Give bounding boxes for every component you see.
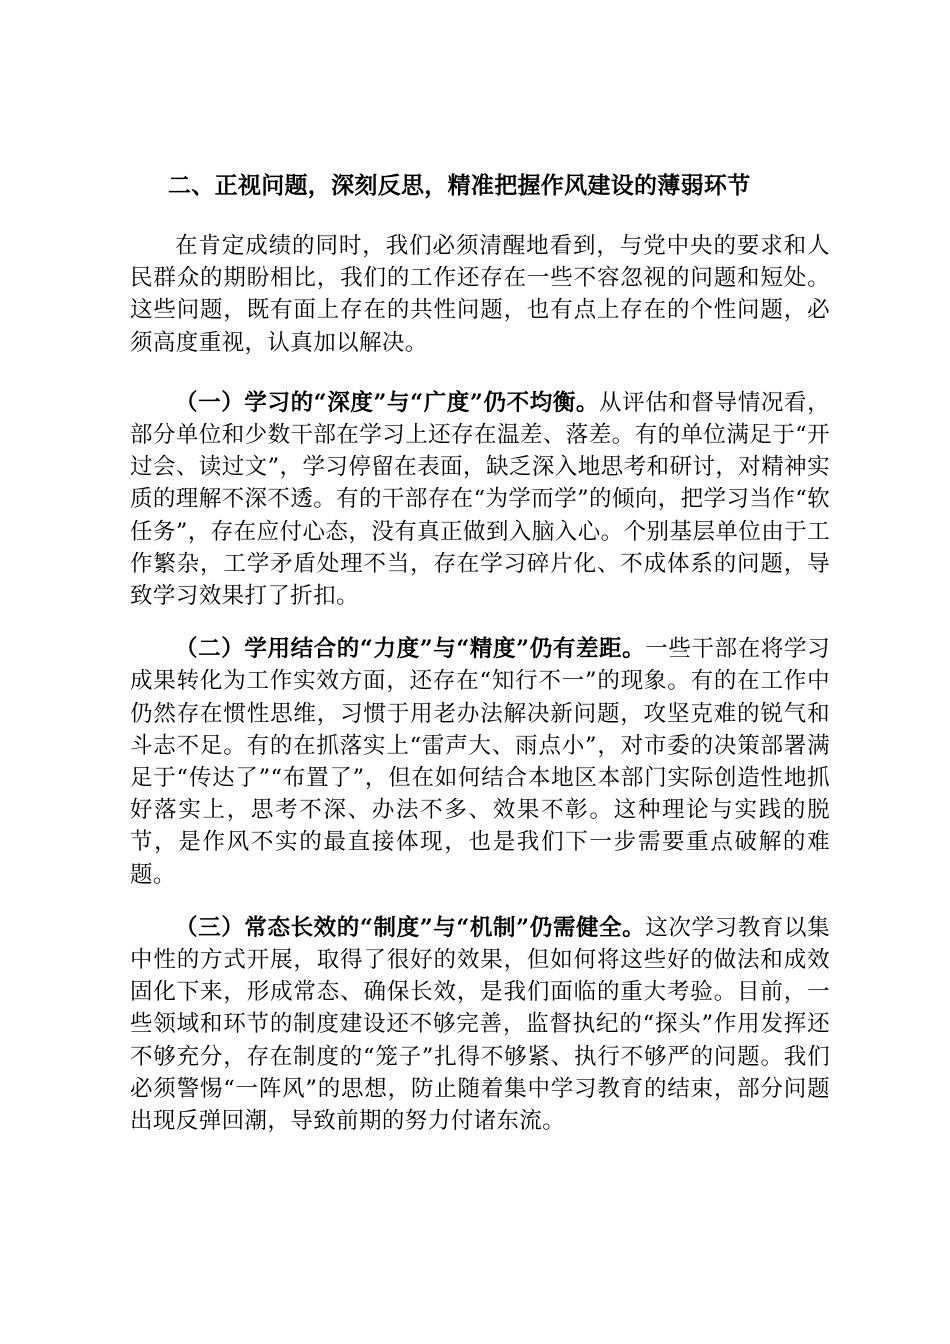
item-lead-2: （二）学用结合的“力度”与“精度”仍有差距。 xyxy=(175,636,646,663)
section-heading: 二、正视问题，深刻反思，精准把握作风建设的薄弱环节 xyxy=(168,172,751,199)
item-body-1: 从评估和督导情况看，部分单位和少数干部在学习上还存在温差、落差。有的单位满足于“开过会、读过文”，学习停留在表面，缺乏深入地思考和研讨，对精神实质的理解不深不透。有的干部存在“为学而学”的倾向，把学习当作“软任务”，存在应付心态，没有真正做到入脑入心。个别基层单位由于工作繁杂，工学矛盾处理不当，存在学习碎片化、不成体系的问题，导致学习效果打了折扣。 xyxy=(130,389,830,610)
item-lead-3: （三）常态长效的“制度”与“机制”仍需健全。 xyxy=(175,914,646,941)
item-lead-1: （一）学习的“深度”与“广度”仍不均衡。 xyxy=(175,389,600,416)
item-paragraph-3 xyxy=(130,912,830,1137)
item-body-3: 这次学习教育以集中性的方式开展，取得了很好的效果，但如何将这些好的做法和成效固化下来，形成常态、确保长效，是我们面临的重大考验。目前，一些领域和环节的制度建设还不够完善，监督执纪的“探头”作用发挥还不够充分，存在制度的“笼子”扎得不够紧、执行不够严的问题。我们必须警惕“一阵风”的思想，防止随着集中学习教育的结束，部分问题出现反弹回潮，导致前期的努力付诸东流。 xyxy=(130,914,830,1135)
intro-paragraph: 在肯定成绩的同时，我们必须清醒地看到，与党中央的要求和人民群众的期盼相比，我们的工作还存在一些不容忽视的问题和短处。这些问题，既有面上存在的共性问题，也有点上存在的个性问题，必须高度重视，认真加以解决。 xyxy=(130,233,830,356)
item-paragraph-2 xyxy=(130,633,830,891)
item-paragraph-1 xyxy=(130,387,830,612)
item-body-2: 一些干部在将学习成果转化为工作实效方面，还存在“知行不一”的现象。有的在工作中仍然存在惯性思维，习惯于用老办法解决新问题，攻坚克难的锐气和斗志不足。有的在抓落实上“雷声大、雨点小”，对市委的决策部署满足于“传达了”“布置了”，但在如何结合本地区本部门实际创造性地抓好落实上，思考不深、办法不多、效果不彰。这种理论与实践的脱节，是作风不实的最直接体现，也是我们下一步需要重点破解的难题。 xyxy=(130,636,830,888)
document-page xyxy=(130,166,830,1158)
